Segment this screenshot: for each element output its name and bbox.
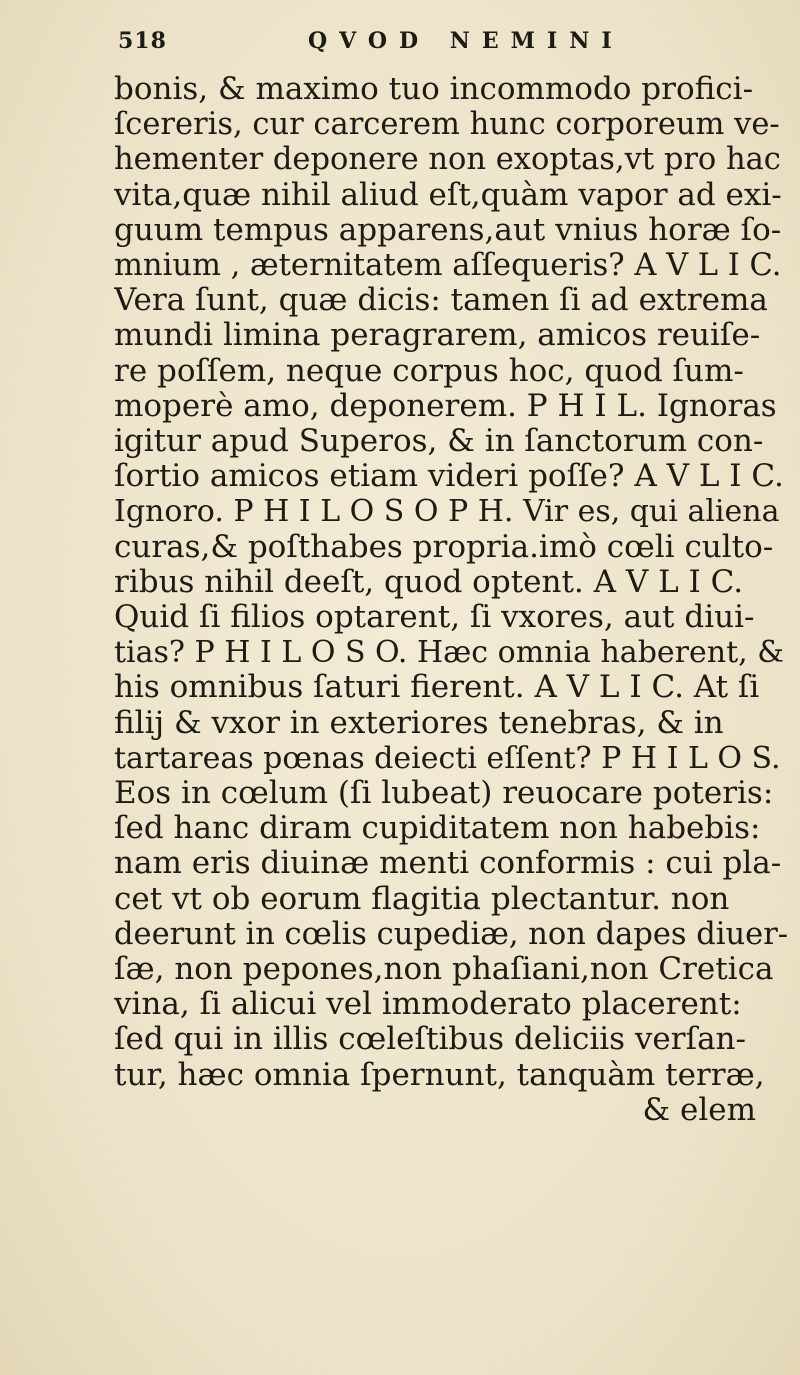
text-line: deerunt in cœlis cupediæ, non dapes diuer-	[114, 916, 789, 952]
text-line: Ignoro. P H I L O S O P H. Vir es, qui aliena	[114, 494, 780, 530]
text-line: guum tempus apparens,aut vnius horæ ſo-	[114, 212, 782, 248]
text-line: tur, hæc omnia ſpernunt, tanquàm terræ,	[114, 1057, 765, 1093]
text-line: ſæ, non pepones,non phaſiani,non Cretica	[114, 952, 774, 988]
text-line: ſed qui in illis cœleſtibus deliciis verſan-	[114, 1022, 746, 1058]
text-line: ſed hanc diram cupiditatem non habebis:	[114, 811, 761, 847]
text-line: curas,& poſthabes propria.imò cœli culto-	[114, 529, 774, 565]
text-line: mundi limina peragrarem, amicos reuiſe-	[114, 318, 761, 354]
page-header	[118, 26, 778, 66]
text-line: nam eris diuinæ menti conformis : cui pla-	[114, 846, 782, 882]
text-line: his omnibus ſaturi fierent. A V L I C. At ſi	[114, 670, 760, 706]
text-line: mnium , æternitatem aſſequeris? A V L I C.	[114, 248, 782, 284]
text-line: vita,quæ nihil aliud eſt,quàm vapor ad exi-	[114, 177, 782, 213]
catchword: & elem	[642, 1091, 756, 1128]
text-line: ſortio amicos etiam videri poſſe? A V L I C.	[114, 459, 784, 495]
text-line: ſcereris, cur carcerem hunc corporeum ve-	[114, 107, 780, 143]
text-line: Vera ſunt, quæ dicis: tamen ſi ad extrema	[114, 283, 768, 319]
text-line: hementer deponere non exoptas,vt pro hac	[114, 142, 781, 178]
text-line: Quid ſi filios optarent, ſi vxores, aut diui-	[114, 600, 755, 636]
text-line: re poſſem, neque corpus hoc, quod ſum-	[114, 353, 744, 389]
text-line: ribus nihil deeſt, quod optent. A V L I C.	[114, 564, 744, 600]
text-line: tias? P H I L O S O. Hæc omnia haberent, &	[114, 635, 784, 671]
body-text	[114, 72, 790, 1128]
text-line: Eos in cœlum (ſi lubeat) reuocare poteris:	[114, 776, 774, 812]
page-number: 518	[118, 28, 167, 54]
text-line: tartareas pœnas deiecti eſſent? P H I L O S.	[114, 740, 781, 776]
text-line: vina, ſi alicui vel immoderato placerent:	[114, 987, 742, 1023]
text-line: filij & vxor in exteriores tenebras, & in	[114, 705, 724, 741]
text-line: cet vt ob eorum flagitia plectantur. non	[114, 881, 730, 917]
text-line: igitur apud Superos, & in ſanctorum con-	[114, 424, 764, 460]
text-line: bonis, & maximo tuo incommodo profici-	[114, 72, 754, 107]
running-head: QVOD NEMINI	[308, 28, 624, 54]
text-line: moperè amo, deponerem. P H I L. Ignoras	[114, 388, 777, 424]
